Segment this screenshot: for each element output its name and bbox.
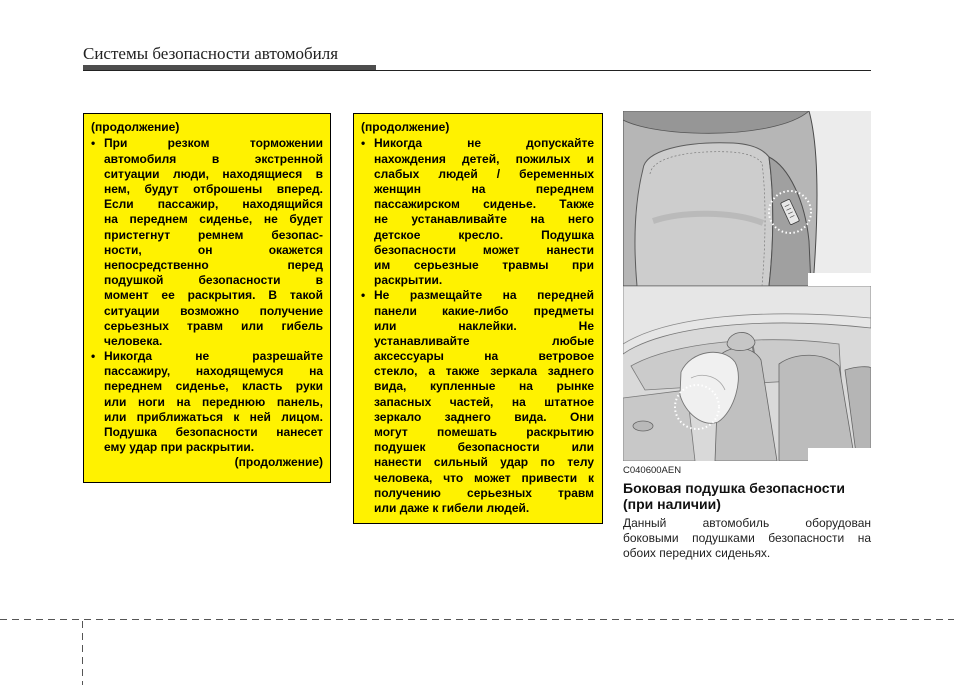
text-line: Не размещайте на передней <box>374 288 594 303</box>
body-line: Данный автомобиль оборудован <box>623 515 871 530</box>
text-line: Никогда не допускайте <box>374 136 594 151</box>
label-corner <box>808 448 871 461</box>
figure-code: C040600AEN <box>623 465 682 476</box>
warning-box-left <box>83 113 331 483</box>
continued-label-bottom: (продолжение) <box>234 455 323 470</box>
header-rule-thin <box>83 70 871 71</box>
text-line: пристегнут ремнем безопас- <box>104 227 323 242</box>
label-corner <box>808 273 871 286</box>
text-line: нанести сильный удар по телу <box>374 455 594 470</box>
text-line: детское кресло. Подушка <box>374 227 594 242</box>
bullet-item <box>91 136 323 349</box>
continued-label-top: (продолжение) <box>91 119 180 134</box>
text-line: человека, что может привести к <box>374 470 594 485</box>
text-line: подушкой безопасности в <box>104 273 323 288</box>
text-line: раскрытии. <box>374 273 443 288</box>
text-line: Если пассажир, находящийся <box>104 197 323 212</box>
crop-mark-horizontal <box>0 619 954 620</box>
text-line: безопасности может нанести <box>374 242 594 257</box>
bullet-item <box>91 349 323 455</box>
text-line: ситуации возможно получение <box>104 303 323 318</box>
body-line: обоих передних сиденьях. <box>623 545 771 560</box>
text-line: серьезных травм или гибель <box>104 318 323 333</box>
text-line: или наклейки. Не <box>374 318 594 333</box>
bullet-symbol: • <box>361 136 366 151</box>
text-line: слабых людей / беременных <box>374 166 594 181</box>
text-line: зеркало заднего вида. Они <box>374 409 594 424</box>
text-line: или ноги на переднюю панель, <box>104 394 323 409</box>
text-line: или приближаться к ней лицом. <box>104 409 323 424</box>
figure-side-airbag-deployed <box>623 286 871 461</box>
section-heading-line: Боковая подушка безопасности <box>623 480 845 496</box>
text-line: устанавливайте любые <box>374 333 594 348</box>
text-line: нахождения детей, пожилых и <box>374 151 594 166</box>
text-line: стекло, а также зеркала заднего <box>374 364 594 379</box>
text-line: могут помешать раскрытию <box>374 425 594 440</box>
text-line: или даже к гибели людей. <box>374 500 530 515</box>
text-line: ности, он окажется <box>104 242 323 257</box>
text-line: ему удар при раскрытии. <box>104 440 255 455</box>
text-line: получению серьезных травм <box>374 485 594 500</box>
text-line: момент ее раскрытия. В такой <box>104 288 323 303</box>
text-line: пассажиру, находящемуся на <box>104 364 323 379</box>
seat-illustration <box>623 111 871 286</box>
text-line: запасных частей, на штатное <box>374 394 594 409</box>
bullet-item <box>361 136 594 288</box>
text-line: вида, купленные на рынке <box>374 379 594 394</box>
figure-seat-airbag-label <box>623 111 871 286</box>
text-line: переднем сиденье, класть руки <box>104 379 323 394</box>
text-line: подушек безопасности или <box>374 440 594 455</box>
body-line: боковыми подушками безопасности на <box>623 530 871 545</box>
section-heading <box>623 480 871 512</box>
warning-box-middle <box>353 113 603 524</box>
text-line: ситуации люди, находящиеся в <box>104 166 323 181</box>
crop-mark-vertical <box>82 621 83 685</box>
text-line: пассажирском сиденье. Также <box>374 197 594 212</box>
bullet-symbol: • <box>91 136 96 151</box>
bullet-symbol: • <box>361 288 366 303</box>
text-line: человека. <box>104 333 163 348</box>
section-body <box>623 516 871 561</box>
continued-label-top: (продолжение) <box>361 119 450 134</box>
text-line: аксессуары на ветровое <box>374 349 594 364</box>
text-line: Никогда не разрешайте <box>104 349 323 364</box>
interior-illustration <box>623 286 871 461</box>
bullet-symbol: • <box>91 349 96 364</box>
text-line: на переднем сиденье, не будет <box>104 212 323 227</box>
door-handle <box>633 421 653 431</box>
section-heading-line: (при наличии) <box>623 496 721 512</box>
text-line: не устанавливайте на него <box>374 212 594 227</box>
text-line: панели какие-либо предметы <box>374 303 594 318</box>
text-line: женщин на переднем <box>374 182 594 197</box>
text-line: им серьезные травмы при <box>374 257 594 272</box>
middle-box-items <box>361 136 594 516</box>
text-line: При резком торможении <box>104 136 323 151</box>
text-line: автомобиля в экстренной <box>104 151 323 166</box>
left-box-items <box>91 136 323 455</box>
text-line: непосредственно перед <box>104 257 323 272</box>
bullet-item <box>361 288 594 516</box>
page-section-title: Системы безопасности автомобиля <box>83 44 339 63</box>
text-line: Подушка безопасности нанесет <box>104 425 323 440</box>
text-line: нем, будут отброшены вперед. <box>104 182 323 197</box>
